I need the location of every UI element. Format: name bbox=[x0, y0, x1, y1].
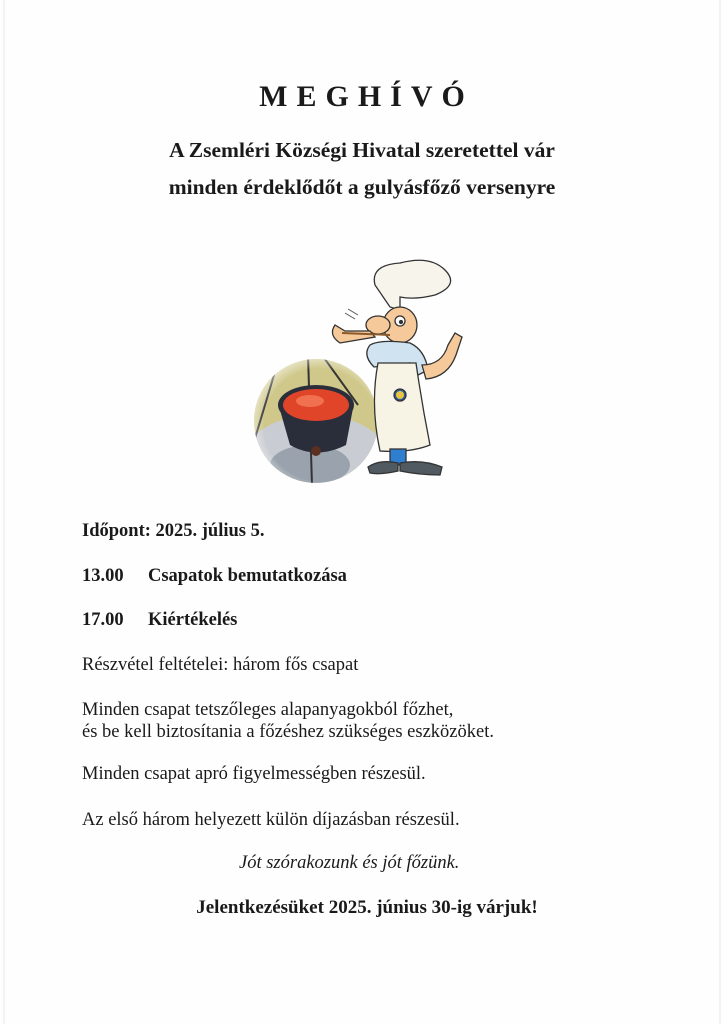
subtitle-line-2: minden érdeklődőt a gulyásfőző versenyre bbox=[168, 175, 556, 199]
ingredients-line-1: Minden csapat tetszőleges alapanyagokból főzhet, bbox=[82, 700, 454, 720]
schedule-item bbox=[82, 566, 347, 587]
participation-conditions: Részvétel feltételei: három fős csapat bbox=[82, 655, 359, 675]
invitation-title: MEGHÍVÓ bbox=[259, 80, 474, 113]
schedule-event: Kiértékelés bbox=[148, 610, 238, 630]
gift-note: Minden csapat apró figyelmességben részesül. bbox=[82, 764, 426, 784]
ingredients-line-2: és be kell biztosítania a főzéshez szükséges eszközöket. bbox=[82, 722, 494, 742]
schedule-time: 17.00 bbox=[82, 610, 124, 630]
prize-note: Az első három helyezett külön díjazásban részesül. bbox=[82, 810, 460, 830]
schedule-item bbox=[82, 610, 237, 631]
subtitle-line-1: A Zsemléri Községi Hivatal szeretettel vár bbox=[169, 138, 555, 162]
schedule-event: Csapatok bemutatkozása bbox=[148, 566, 347, 586]
schedule-time: 13.00 bbox=[82, 566, 124, 586]
chef-tasting-goulash-illustration bbox=[250, 255, 470, 485]
event-date: Időpont: 2025. július 5. bbox=[82, 521, 265, 541]
registration-deadline: Jelentkezésüket 2025. június 30-ig várjuk! bbox=[196, 897, 538, 918]
closing-remark: Jót szórakozunk és jót főzünk. bbox=[239, 853, 460, 873]
